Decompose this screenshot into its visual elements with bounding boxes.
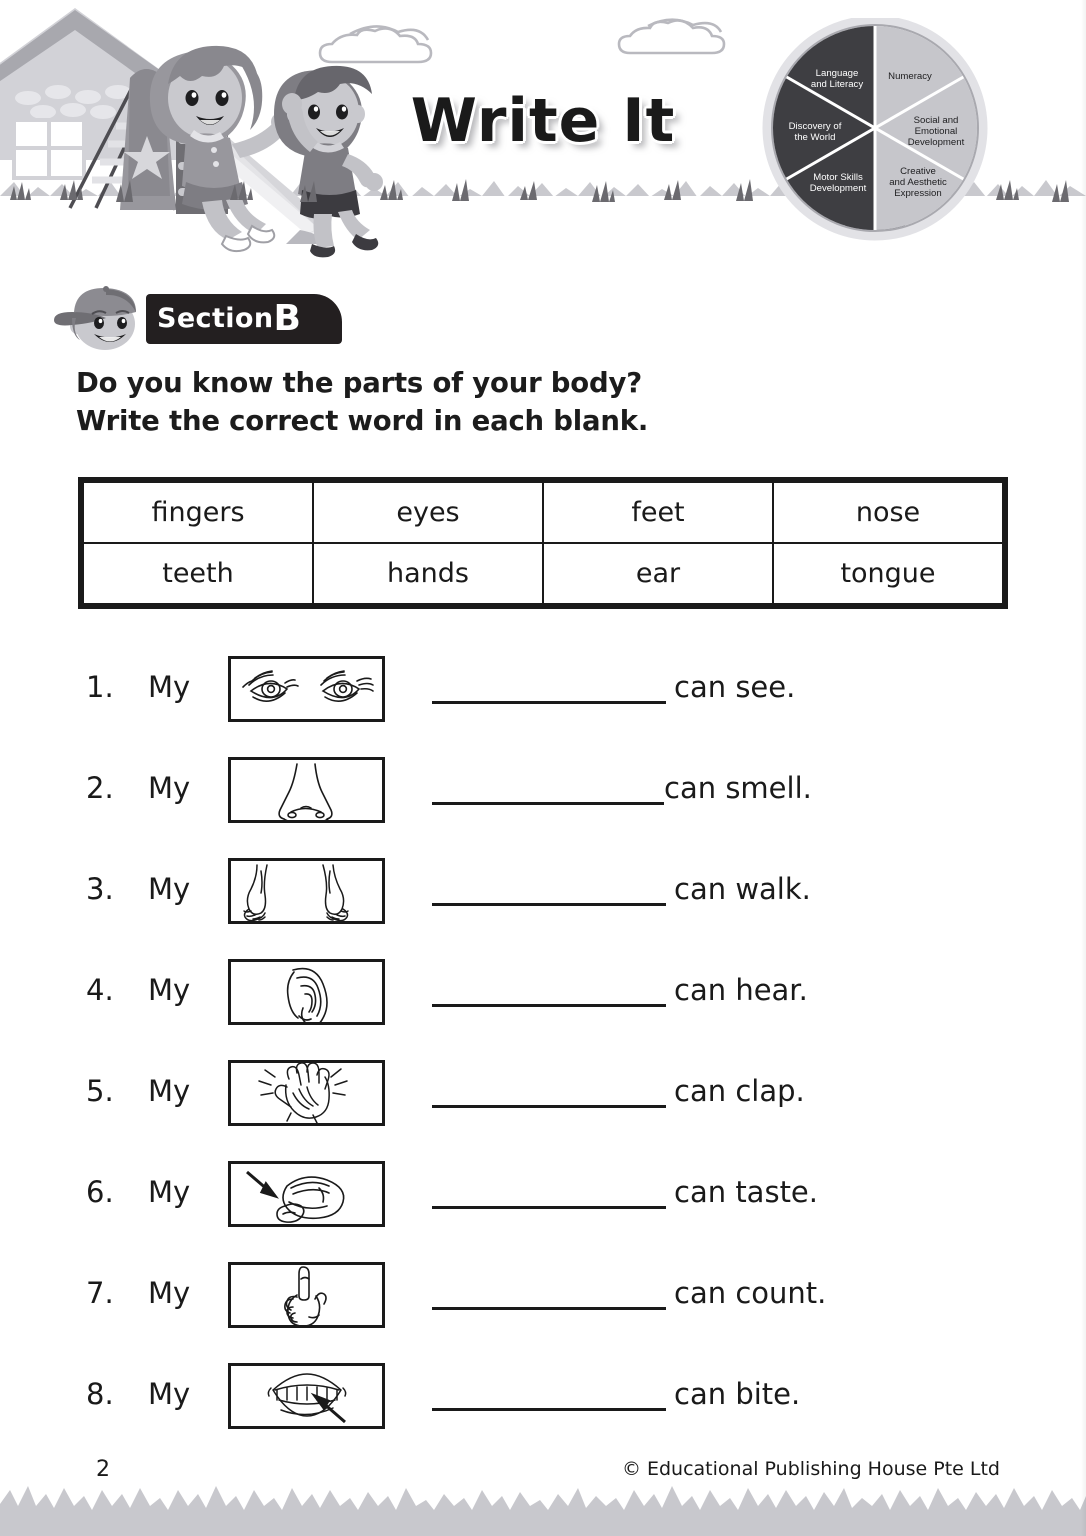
nose-picture bbox=[228, 757, 385, 823]
question-prefix: My bbox=[148, 771, 191, 805]
question-prefix: My bbox=[148, 1377, 191, 1411]
footer-grass bbox=[0, 1476, 1086, 1536]
question-tail: can taste. bbox=[674, 1175, 818, 1209]
word-bank-row bbox=[83, 482, 1003, 543]
answer-blank[interactable] bbox=[432, 1206, 666, 1209]
question-tail: can smell. bbox=[664, 771, 812, 805]
question-row bbox=[0, 749, 1086, 850]
word-bank-cell: hands bbox=[313, 543, 543, 604]
word-bank-cell: ear bbox=[543, 543, 773, 604]
question-row bbox=[0, 850, 1086, 951]
teeth-picture bbox=[228, 1363, 385, 1429]
svg-text:and Aesthetic: and Aesthetic bbox=[889, 177, 947, 188]
page-number: 2 bbox=[96, 1457, 110, 1482]
section-word: Section bbox=[157, 303, 274, 334]
question-tail: can clap. bbox=[674, 1074, 805, 1108]
answer-blank[interactable] bbox=[432, 1105, 666, 1108]
question-prefix: My bbox=[148, 1276, 191, 1310]
question-number: 2. bbox=[86, 771, 114, 805]
svg-text:Expression: Expression bbox=[894, 188, 942, 199]
page-header bbox=[0, 0, 1086, 258]
question-prefix: My bbox=[148, 872, 191, 906]
svg-text:Emotional: Emotional bbox=[914, 126, 958, 137]
word-bank-cell: fingers bbox=[83, 482, 313, 543]
word-bank-table bbox=[82, 481, 1004, 605]
instruction-line-2: Write the correct word in each blank. bbox=[76, 405, 649, 437]
question-tail: can bite. bbox=[674, 1377, 801, 1411]
instruction-line-1: Do you know the parts of your body? bbox=[76, 367, 642, 399]
wheel-label-social: Social and bbox=[913, 115, 959, 126]
question-tail: can see. bbox=[674, 670, 796, 704]
feet-picture bbox=[228, 858, 385, 924]
copyright-notice: © Educational Publishing House Pte Ltd bbox=[621, 1458, 1000, 1480]
question-row bbox=[0, 1153, 1086, 1254]
section-badge bbox=[52, 286, 342, 352]
answer-blank[interactable] bbox=[432, 903, 666, 906]
answer-blank[interactable] bbox=[432, 1307, 666, 1310]
finger-counting-picture bbox=[228, 1262, 385, 1328]
question-number: 6. bbox=[86, 1175, 114, 1209]
question-prefix: My bbox=[148, 1175, 191, 1209]
ear-picture bbox=[228, 959, 385, 1025]
page-title: Write It bbox=[410, 86, 676, 156]
question-number: 8. bbox=[86, 1377, 114, 1411]
word-bank-cell: teeth bbox=[83, 543, 313, 604]
question-prefix: My bbox=[148, 973, 191, 1007]
eyes-picture bbox=[228, 656, 385, 722]
question-number: 1. bbox=[86, 670, 114, 704]
question-row bbox=[0, 951, 1086, 1052]
question-tail: can walk. bbox=[674, 872, 811, 906]
tongue-picture bbox=[228, 1161, 385, 1227]
answer-blank[interactable] bbox=[432, 1004, 666, 1007]
wheel-label-language: Language bbox=[815, 68, 859, 79]
question-list bbox=[0, 648, 1086, 1456]
question-number: 7. bbox=[86, 1276, 114, 1310]
question-row bbox=[0, 1254, 1086, 1355]
question-row bbox=[0, 648, 1086, 749]
wheel-label-motor: Motor Skills bbox=[813, 172, 863, 183]
question-tail: can count. bbox=[674, 1276, 827, 1310]
word-bank-cell: tongue bbox=[773, 543, 1003, 604]
section-letter: B bbox=[273, 298, 302, 339]
svg-text:Development: Development bbox=[907, 137, 965, 148]
question-tail: can hear. bbox=[674, 973, 808, 1007]
answer-blank[interactable] bbox=[432, 802, 664, 805]
learning-domains-wheel bbox=[760, 18, 990, 258]
question-number: 4. bbox=[86, 973, 114, 1007]
boy-with-cap-icon bbox=[52, 286, 162, 352]
answer-blank[interactable] bbox=[432, 701, 666, 704]
word-bank-cell: eyes bbox=[313, 482, 543, 543]
answer-blank[interactable] bbox=[432, 1408, 666, 1411]
question-prefix: My bbox=[148, 670, 191, 704]
instructions bbox=[76, 364, 976, 440]
wheel-label-numeracy: Numeracy bbox=[888, 71, 932, 82]
wheel-label-creative: Creative bbox=[900, 166, 936, 177]
word-bank-cell: feet bbox=[543, 482, 773, 543]
word-bank-row bbox=[83, 543, 1003, 604]
wheel-label-discovery: Discovery of bbox=[788, 121, 842, 132]
hands-clapping-picture bbox=[228, 1060, 385, 1126]
word-bank bbox=[78, 477, 1008, 609]
question-row bbox=[0, 1355, 1086, 1456]
question-prefix: My bbox=[148, 1074, 191, 1108]
question-number: 3. bbox=[86, 872, 114, 906]
question-row bbox=[0, 1052, 1086, 1153]
section-label bbox=[157, 298, 347, 340]
svg-text:the World: the World bbox=[794, 132, 836, 143]
question-number: 5. bbox=[86, 1074, 114, 1108]
svg-text:and Literacy: and Literacy bbox=[810, 79, 864, 90]
svg-text:Development: Development bbox=[809, 183, 867, 194]
word-bank-cell: nose bbox=[773, 482, 1003, 543]
